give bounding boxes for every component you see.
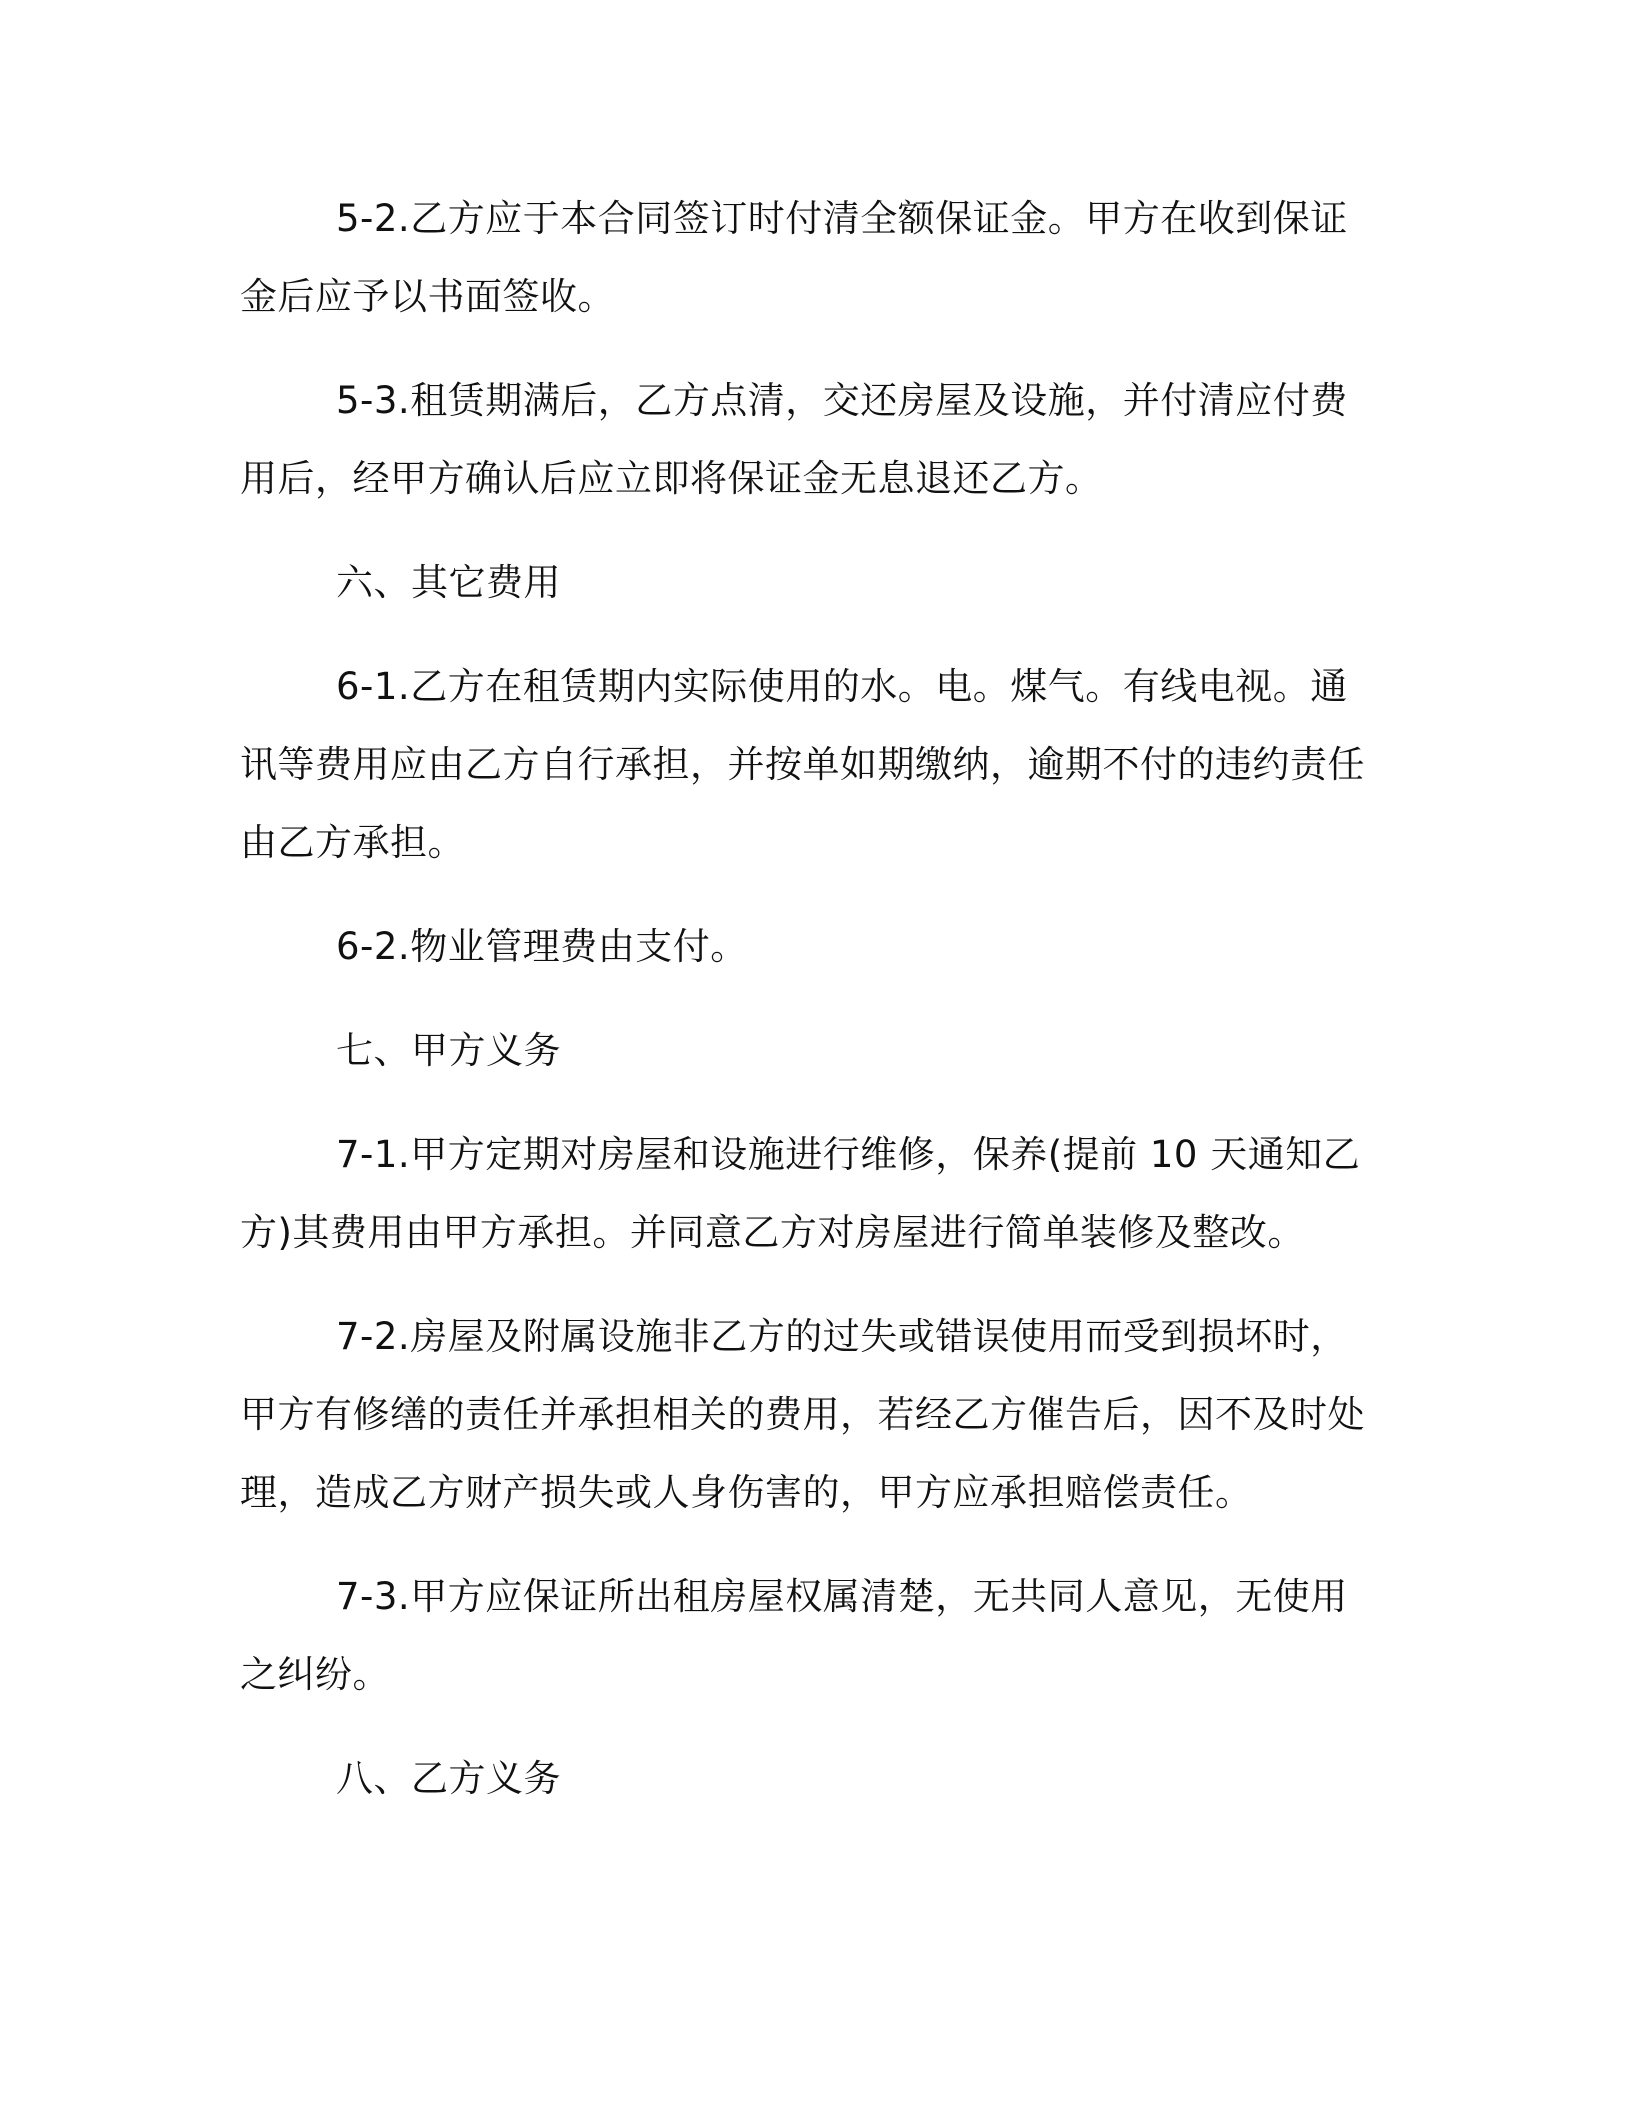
clause-7-2: 7-2.房屋及附属设施非乙方的过失或错误使用而受到损坏时，甲方有修缮的责任并承担相关的费用，若经乙方催告后，因不及时处理，造成乙方财产损失或人身伤害的，甲方应承担赔偿责任。 [240,1315,1365,1514]
clause-5-2: 5-2.乙方应于本合同签订时付清全额保证金。甲方在收到保证金后应予以书面签收。 [240,197,1348,318]
clause-6-1: 6-1.乙方在租赁期内实际使用的水。电。煤气。有线电视。通讯等费用应由乙方自行承担，并按单如期缴纳，逾期不付的违约责任由乙方承担。 [240,665,1365,864]
clause-6-2: 6-2.物业管理费由支付。 [336,925,748,968]
clause-5-3: 5-3.租赁期满后，乙方点清，交还房屋及设施，并付清应付费用后，经甲方确认后应立即将保证金无息退还乙方。 [240,379,1348,500]
clause-7-3: 7-3.甲方应保证所出租房屋权属清楚，无共同人意见，无使用之纠纷。 [240,1575,1348,1696]
section-heading-8: 八、乙方义务 [336,1757,561,1800]
section-heading-7: 七、甲方义务 [336,1029,561,1072]
section-heading-6: 六、其它费用 [336,561,561,604]
document-body [240,180,1380,1844]
clause-7-1: 7-1.甲方定期对房屋和设施进行维修，保养(提前 10 天通知乙方)其费用由甲方承担。并同意乙方对房屋进行简单装修及整改。 [240,1133,1361,1254]
